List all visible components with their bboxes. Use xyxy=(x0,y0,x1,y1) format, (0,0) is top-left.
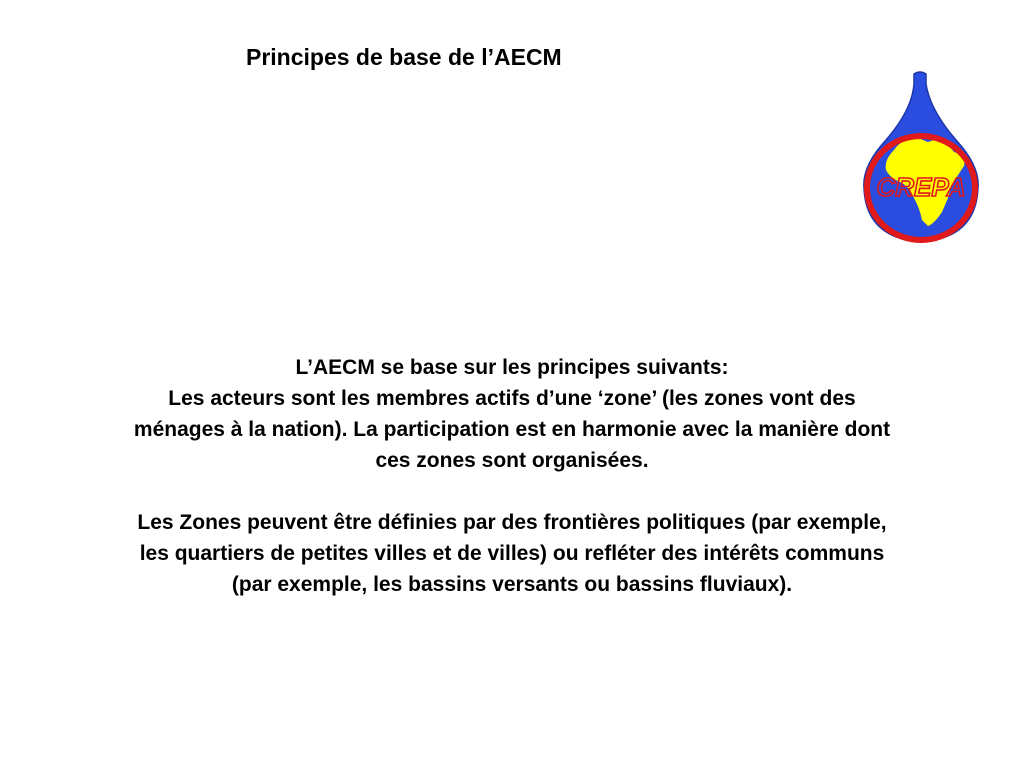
paragraph-2-line-1: Les Zones peuvent être définies par des frontières politiques (par exemple, xyxy=(137,511,887,534)
intro-line: L’AECM se base sur les principes suivants: xyxy=(295,356,729,379)
paragraph-1-line-1: Les acteurs sont les membres actifs d’une ‘zone’ (les zones vont des xyxy=(168,387,856,410)
slide-body xyxy=(30,352,994,600)
crepa-logo xyxy=(856,70,986,246)
paragraph-2-line-3: (par exemple, les bassins versants ou bassins fluviaux). xyxy=(231,573,793,596)
paragraph-1-line-3: ces zones sont organisées. xyxy=(375,449,649,472)
paragraph-spacer xyxy=(30,476,994,507)
slide-title: Principes de base de l’AECM xyxy=(246,44,562,70)
logo-text: CREPA xyxy=(876,172,966,202)
paragraph-1-line-2: ménages à la nation). La participation est en harmonie avec la manière dont xyxy=(133,418,891,441)
paragraph-2-line-2: les quartiers de petites villes et de villes) ou refléter des intérêts communs xyxy=(139,542,885,565)
